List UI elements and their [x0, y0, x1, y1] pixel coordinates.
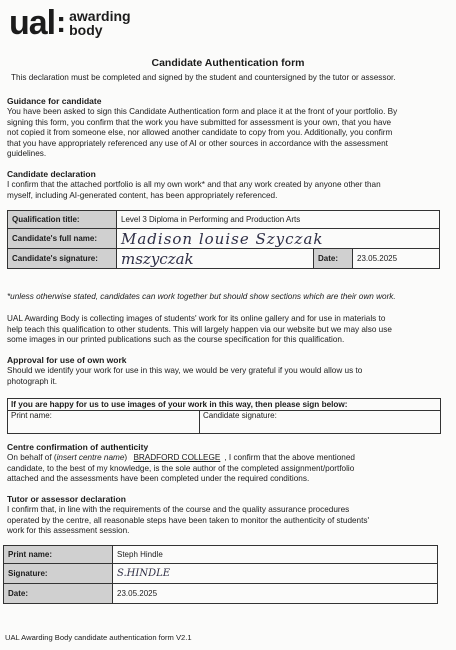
logo-line-1: awarding — [69, 8, 131, 24]
tutor-text — [7, 505, 369, 537]
ual-logo — [9, 6, 131, 40]
guidance-heading: Guidance for candidate — [7, 96, 102, 106]
tutor-date-value: 23.05.2025 — [113, 584, 438, 604]
qualification-label: Qualification title: — [8, 211, 117, 229]
tutor-line: operated by the centre, all reasonable steps have been taken to monitor the authenticity of students' — [7, 515, 370, 525]
guidance-line: that you have appropriately referenced any use of AI or other sources in accordance with the assessment — [7, 138, 388, 148]
full-name-value: Madison louise Szyczak — [117, 229, 440, 249]
full-name-label: Candidate's full name: — [8, 229, 117, 249]
centre-heading: Centre confirmation of authenticity — [7, 442, 149, 452]
centre-name: BRADFORD COLLEGE — [133, 453, 221, 462]
gallery-line: help teach this qualification to other students. This will largely happen via our website but we may also use — [7, 324, 392, 334]
logo-ual-text: ual — [9, 4, 56, 42]
guidance-line: You have been asked to sign this Candidate Authentication form and place it at the front of your portfolio. By — [7, 107, 398, 116]
candidate-signature: mszyczak — [117, 249, 314, 269]
approval-line: photograph it. — [7, 376, 58, 386]
guidance-text — [7, 107, 397, 160]
signature-label: Candidate's signature: — [8, 249, 117, 269]
date-value: 23.05.2025 — [353, 249, 440, 269]
declaration-line: myself, including AI-generated content, has been appropriately referenced. — [7, 190, 278, 200]
form-title: Candidate Authentication form — [151, 57, 305, 69]
approval-line: Should we identify your work for use in this way, we would be very grateful if you would allow us to — [7, 366, 363, 375]
date-label: Date: — [314, 249, 353, 269]
centre-instruction: insert centre name — [56, 453, 125, 462]
tutor-print-label: Print name: — [4, 546, 113, 564]
centre-text — [7, 453, 355, 485]
approval-heading: Approval for use of own work — [7, 355, 127, 365]
intro-text: This declaration must be completed and signed by the student and countersigned by the tutor or assessor. — [11, 73, 396, 82]
footnote: *unless otherwise stated, candidates can work together but should show sections which are their own work. — [7, 292, 396, 301]
logo-colon: : — [56, 6, 67, 39]
logo-line-2: body — [69, 22, 103, 38]
gallery-line: some images in our printed publications such as the course specification for this qualification. — [7, 335, 345, 345]
guidance-line: guidelines. — [7, 149, 47, 159]
declaration-line: I confirm that the attached portfolio is all my own work* and that any work created by anyone other than — [7, 180, 381, 189]
tutor-heading: Tutor or assessor declaration — [7, 494, 126, 504]
centre-suffix: , I confirm that the above mentioned — [224, 453, 355, 462]
tutor-date-label: Date: — [4, 584, 113, 604]
tutor-line: work for this assessment session. — [7, 526, 130, 536]
image-consent-box — [7, 398, 441, 434]
candidate-table — [7, 210, 440, 269]
centre-line: candidate, to the best of my knowledge, is the sole author of the completed assignment/portfolio — [7, 463, 355, 473]
centre-close: ) — [124, 453, 128, 462]
tutor-table — [3, 545, 438, 604]
centre-prefix: On behalf of ( — [7, 453, 57, 462]
declaration-text — [7, 180, 381, 201]
guidance-line: signing this form, you confirm that the work you have submitted for assessment is your own, that you have — [7, 117, 392, 127]
consent-header: If you are happy for us to use images of your work in this way, then please sign below: — [8, 399, 440, 411]
centre-line-1 — [7, 453, 355, 464]
footer-text: UAL Awarding Body candidate authentication form V2.1 — [5, 633, 192, 642]
declaration-heading: Candidate declaration — [7, 169, 96, 179]
tutor-line: I confirm that, in line with the requirements of the course and the quality assurance procedures — [7, 505, 350, 514]
gallery-line: UAL Awarding Body is collecting images of students' work for its online gallery and for use in materials to — [7, 314, 386, 323]
guidance-line: not copied it from someone else, nor allowed another candidate to copy from you. Additionally, you confirm — [7, 128, 393, 138]
gallery-text — [7, 314, 392, 346]
approval-text — [7, 366, 362, 387]
qualification-value: Level 3 Diploma in Performing and Production Arts — [117, 211, 440, 229]
logo-awarding-body — [69, 9, 130, 37]
tutor-signature: S.HINDLE — [113, 564, 438, 584]
consent-print-name: Print name: — [8, 411, 200, 433]
consent-candidate-signature: Candidate signature: — [203, 411, 277, 420]
centre-line: attached and the assessments have been completed under the required conditions. — [7, 474, 310, 484]
tutor-signature-label: Signature: — [4, 564, 113, 584]
tutor-print-value: Steph Hindle — [113, 546, 438, 564]
